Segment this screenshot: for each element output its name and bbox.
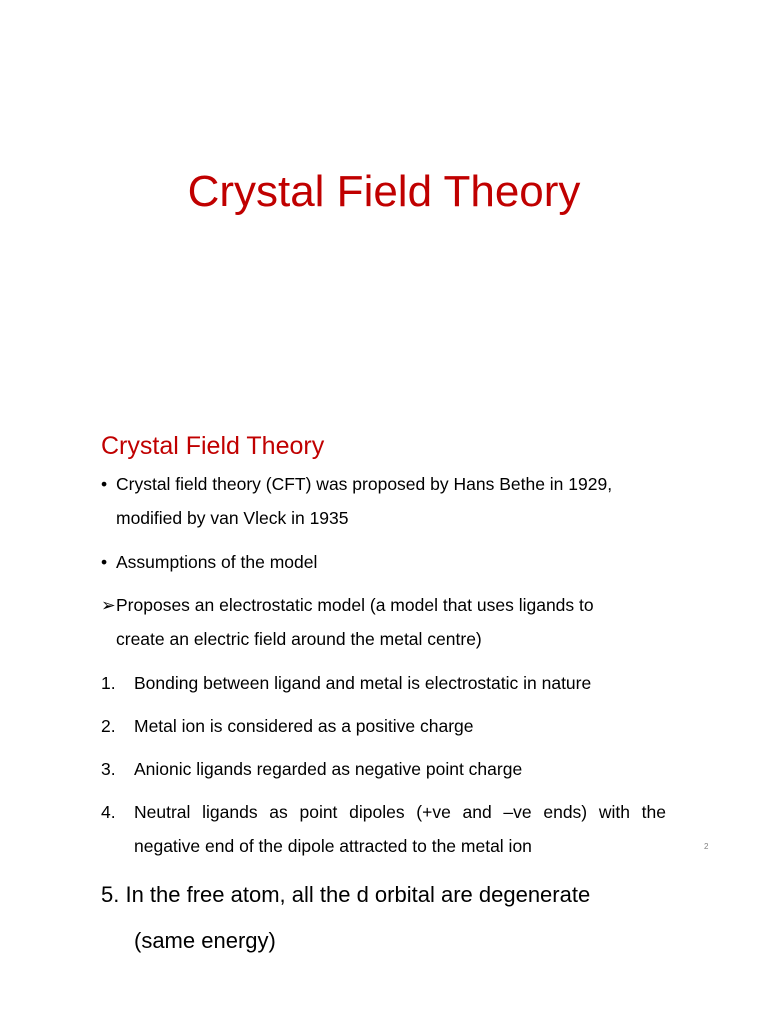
section-heading: Crystal Field Theory [101, 432, 325, 460]
bullet-marker: • [101, 474, 108, 494]
bullet-text-line1: Crystal field theory (CFT) was proposed by Hans Bethe in 1929, [116, 474, 613, 494]
item-number: 2. [101, 716, 116, 736]
item-text-line2: negative end of the dipole attracted to the metal ion [134, 836, 532, 856]
numbered-item-3 [101, 752, 666, 786]
arrow-point [101, 588, 666, 656]
page-number: 2 [704, 842, 709, 851]
bullet-assumptions [101, 545, 666, 579]
bullet-text: Assumptions of the model [116, 552, 318, 572]
item-number: 1. [101, 673, 116, 693]
arrow-bullet-icon: ➢ [101, 595, 116, 615]
bullet-marker: • [101, 552, 108, 572]
degenerate-item-line1: 5. In the free atom, all the d orbital are degenerate [101, 882, 591, 907]
arrow-point-line1: Proposes an electrostatic model (a model that uses ligands to [116, 595, 594, 615]
numbered-item-2 [101, 709, 666, 743]
bullet-cft-history [101, 467, 666, 535]
item-text-line1: Neutral ligands as point dipoles (+ve and –ve ends) with the [134, 802, 666, 822]
item-number: 4. [101, 802, 116, 822]
item-text: Anionic ligands regarded as negative point charge [134, 759, 523, 779]
numbered-item-4 [101, 795, 666, 863]
arrow-point-line2: create an electric field around the metal centre) [116, 629, 482, 649]
slide-title: Crystal Field Theory [187, 167, 581, 216]
degenerate-item-line2: (same energy) [134, 928, 276, 953]
item-text: Bonding between ligand and metal is electrostatic in nature [134, 673, 592, 693]
item-number: 3. [101, 759, 116, 779]
numbered-item-1 [101, 666, 666, 700]
bullet-text-line2: modified by van Vleck in 1935 [116, 508, 349, 528]
item-text: Metal ion is considered as a positive charge [134, 716, 474, 736]
